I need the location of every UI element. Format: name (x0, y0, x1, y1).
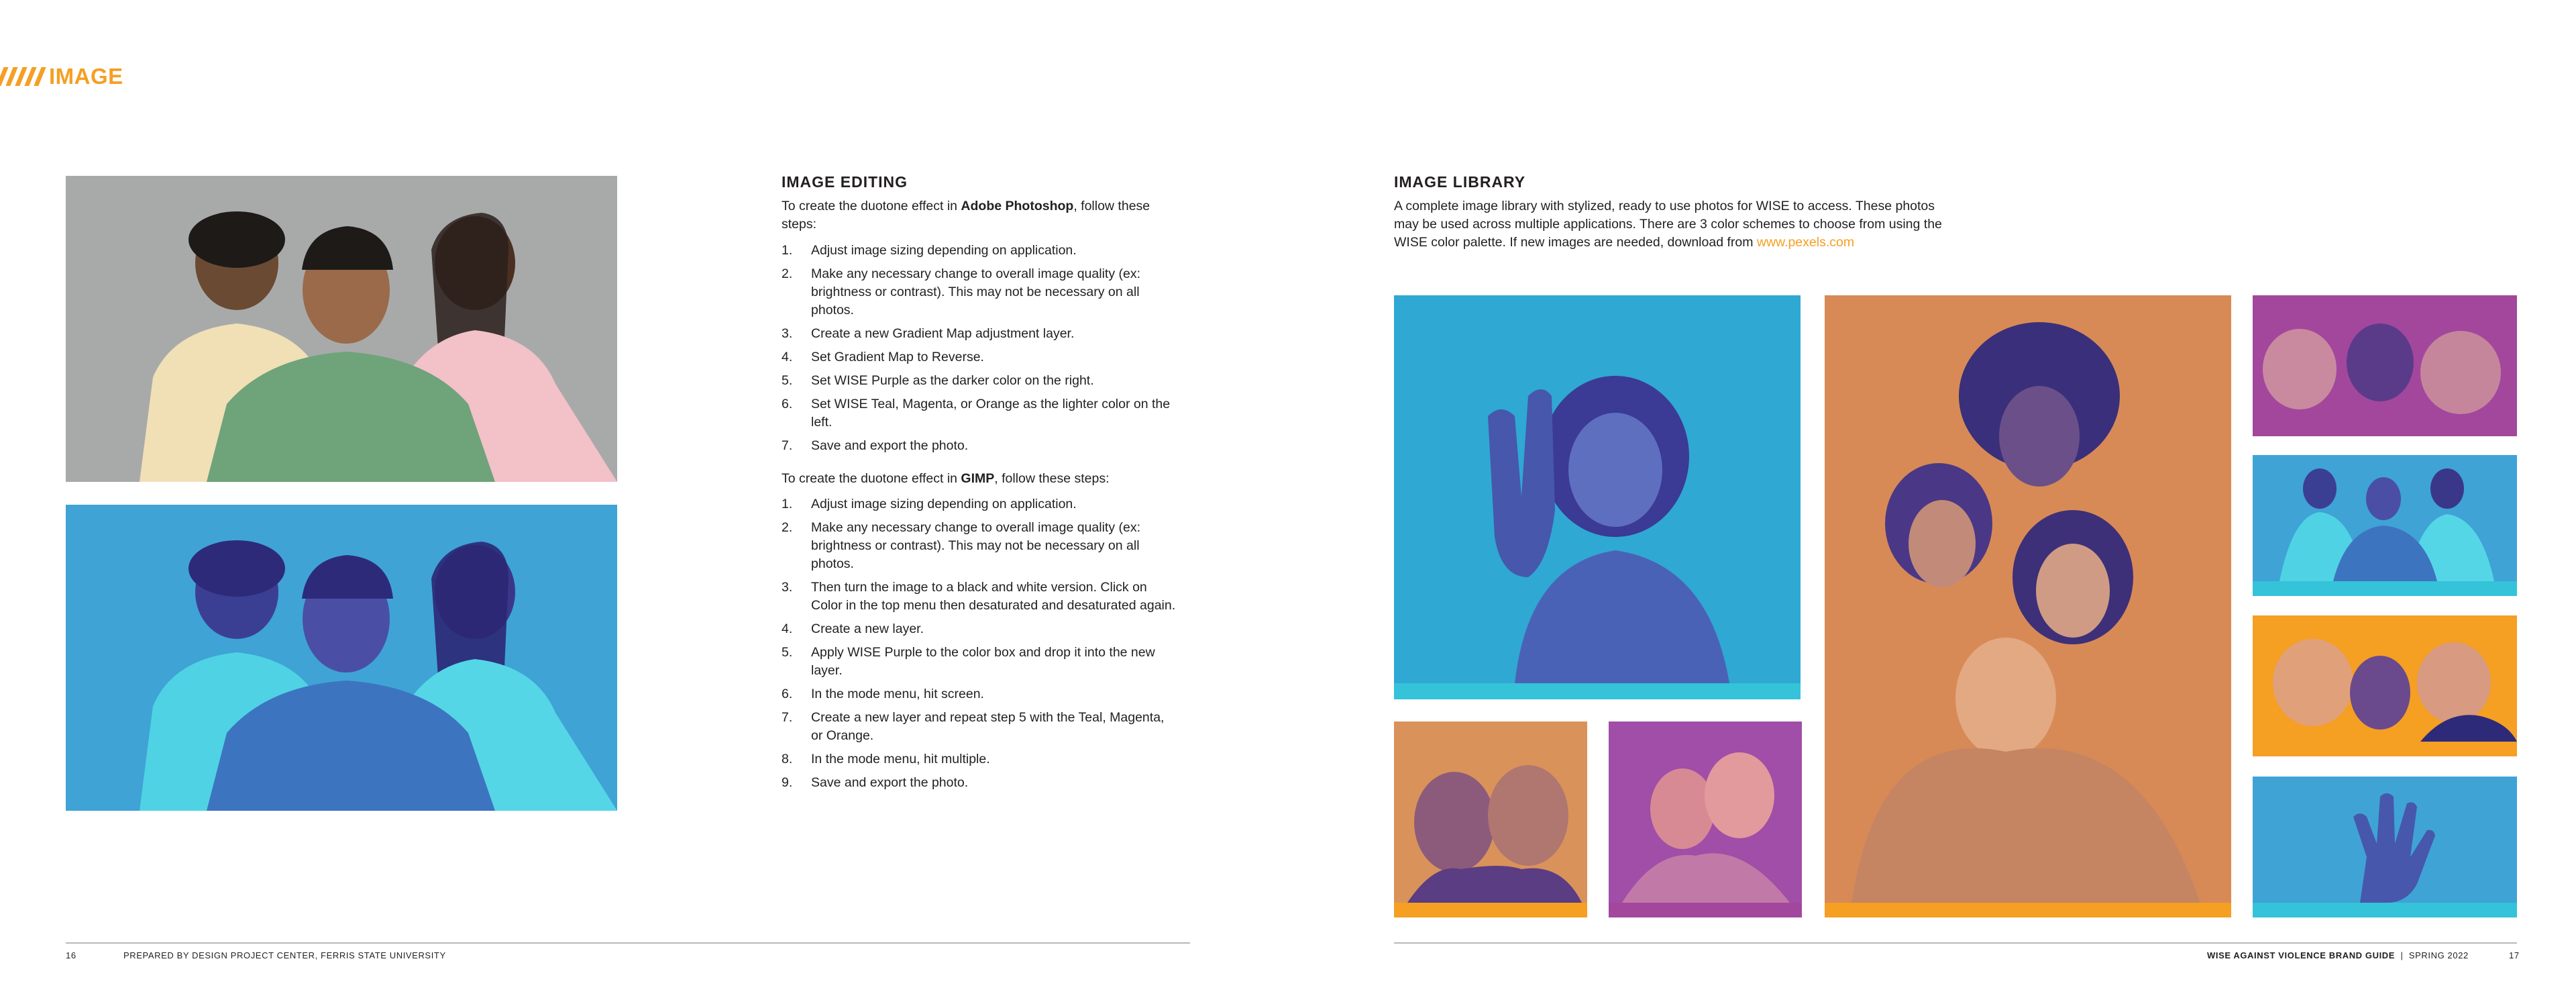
list-item-number: 7. (782, 438, 793, 453)
list-item-text: Set WISE Teal, Magenta, or Orange as the lighter color on the left. (811, 397, 1171, 430)
list-item (782, 265, 1177, 319)
stripes-icon (0, 67, 42, 86)
list-item-text: Set Gradient Map to Reverse. (811, 350, 984, 364)
list-item-text: Save and export the photo. (811, 775, 969, 790)
list-item-number: 8. (782, 752, 793, 766)
list-item-text: Create a new layer. (811, 621, 924, 636)
image-library-title: IMAGE LIBRARY (1394, 173, 1526, 191)
list-item-number: 2. (782, 266, 793, 281)
list-item-number: 1. (782, 497, 793, 511)
list-item (782, 242, 1177, 260)
right-footer-rule (1394, 942, 2517, 944)
list-item (782, 620, 1177, 638)
list-item (782, 685, 1177, 703)
library-photo-two-girls (1394, 721, 1587, 917)
list-item-text: Apply WISE Purple to the color box and drop it into the new layer. (811, 645, 1155, 678)
list-item-number: 3. (782, 580, 793, 595)
left-footer-text: PREPARED BY DESIGN PROJECT CENTER, FERRIS STATE UNIVERSITY (123, 950, 446, 960)
list-item (782, 709, 1177, 745)
list-item (782, 750, 1177, 768)
list-item-number: 1. (782, 243, 793, 258)
list-item-text: Make any necessary change to overall image quality (ex: brightness or contrast). This may not be necessary on all photos. (811, 266, 1141, 317)
left-page-number: 16 (66, 950, 76, 960)
list-item (782, 395, 1177, 432)
list-item-number: 3. (782, 326, 793, 341)
list-item-text: Create a new Gradient Map adjustment layer. (811, 326, 1075, 341)
list-item-number: 5. (782, 645, 793, 660)
image-library-text: A complete image library with stylized, ready to use photos for WISE to access. These photos may be used across multiple applications. There are 3 color schemes to choose from using the WISE color palette. If new images are needed, download from www.pexels.com (1394, 199, 1942, 250)
library-photo-stop-hand (1394, 295, 1801, 699)
list-item-text: Save and export the photo. (811, 438, 969, 453)
list-item-text: Then turn the image to a black and white version. Click on Color in the top menu then desaturated and desaturated again. (811, 580, 1176, 613)
list-item (782, 372, 1177, 390)
gimp-steps-list (782, 495, 1177, 797)
library-photo-two-men (1609, 721, 1802, 917)
list-item-number: 4. (782, 350, 793, 364)
list-item-number: 9. (782, 775, 793, 790)
list-item (782, 437, 1177, 455)
right-footer-text: WISE AGAINST VIOLENCE BRAND GUIDE | SPRING 2022 (2207, 950, 2469, 960)
list-item-text: Adjust image sizing depending on application. (811, 243, 1077, 258)
image-editing-title: IMAGE EDITING (782, 173, 908, 191)
list-item-text: Adjust image sizing depending on application. (811, 497, 1077, 511)
right-page-number: 17 (2509, 950, 2520, 960)
list-item-number: 2. (782, 520, 793, 535)
list-item-text: Create a new layer and repeat step 5 with the Teal, Magenta, or Orange. (811, 710, 1165, 743)
gimp-intro: To create the duotone effect in GIMP, follow these steps: (782, 471, 1110, 486)
pexels-link[interactable]: www.pexels.com (1756, 235, 1855, 250)
library-photo-women-group (1825, 295, 2231, 917)
list-item (782, 519, 1177, 573)
left-footer-rule (66, 942, 1190, 944)
list-item-number: 7. (782, 710, 793, 725)
photoshop-intro: To create the duotone effect in Adobe Photoshop, follow these steps: (782, 199, 1150, 232)
list-item-text: Make any necessary change to overall image quality (ex: brightness or contrast). This may not be necessary on all photos. (811, 520, 1141, 571)
list-item (782, 348, 1177, 366)
list-item-number: 4. (782, 621, 793, 636)
list-item (782, 644, 1177, 680)
group-portrait-duotone-photo (66, 505, 617, 811)
list-item-number: 5. (782, 373, 793, 388)
header-title: IMAGE (49, 64, 123, 89)
group-portrait-original-photo (66, 176, 617, 482)
list-item-number: 6. (782, 397, 793, 411)
library-photo-three-men-teal (2253, 455, 2517, 596)
list-item (782, 774, 1177, 792)
list-item-text: In the mode menu, hit screen. (811, 687, 984, 701)
list-item (782, 325, 1177, 343)
section-header (0, 63, 123, 90)
list-item (782, 495, 1177, 513)
list-item-text: Set WISE Purple as the darker color on the right. (811, 373, 1094, 388)
library-photo-hand-teal (2253, 777, 2517, 917)
library-photo-family-orange (2253, 615, 2517, 756)
list-item (782, 579, 1177, 615)
library-photo-three-kids (2253, 295, 2517, 436)
list-item-number: 6. (782, 687, 793, 701)
list-item-text: In the mode menu, hit multiple. (811, 752, 990, 766)
photoshop-steps-list (782, 242, 1177, 460)
